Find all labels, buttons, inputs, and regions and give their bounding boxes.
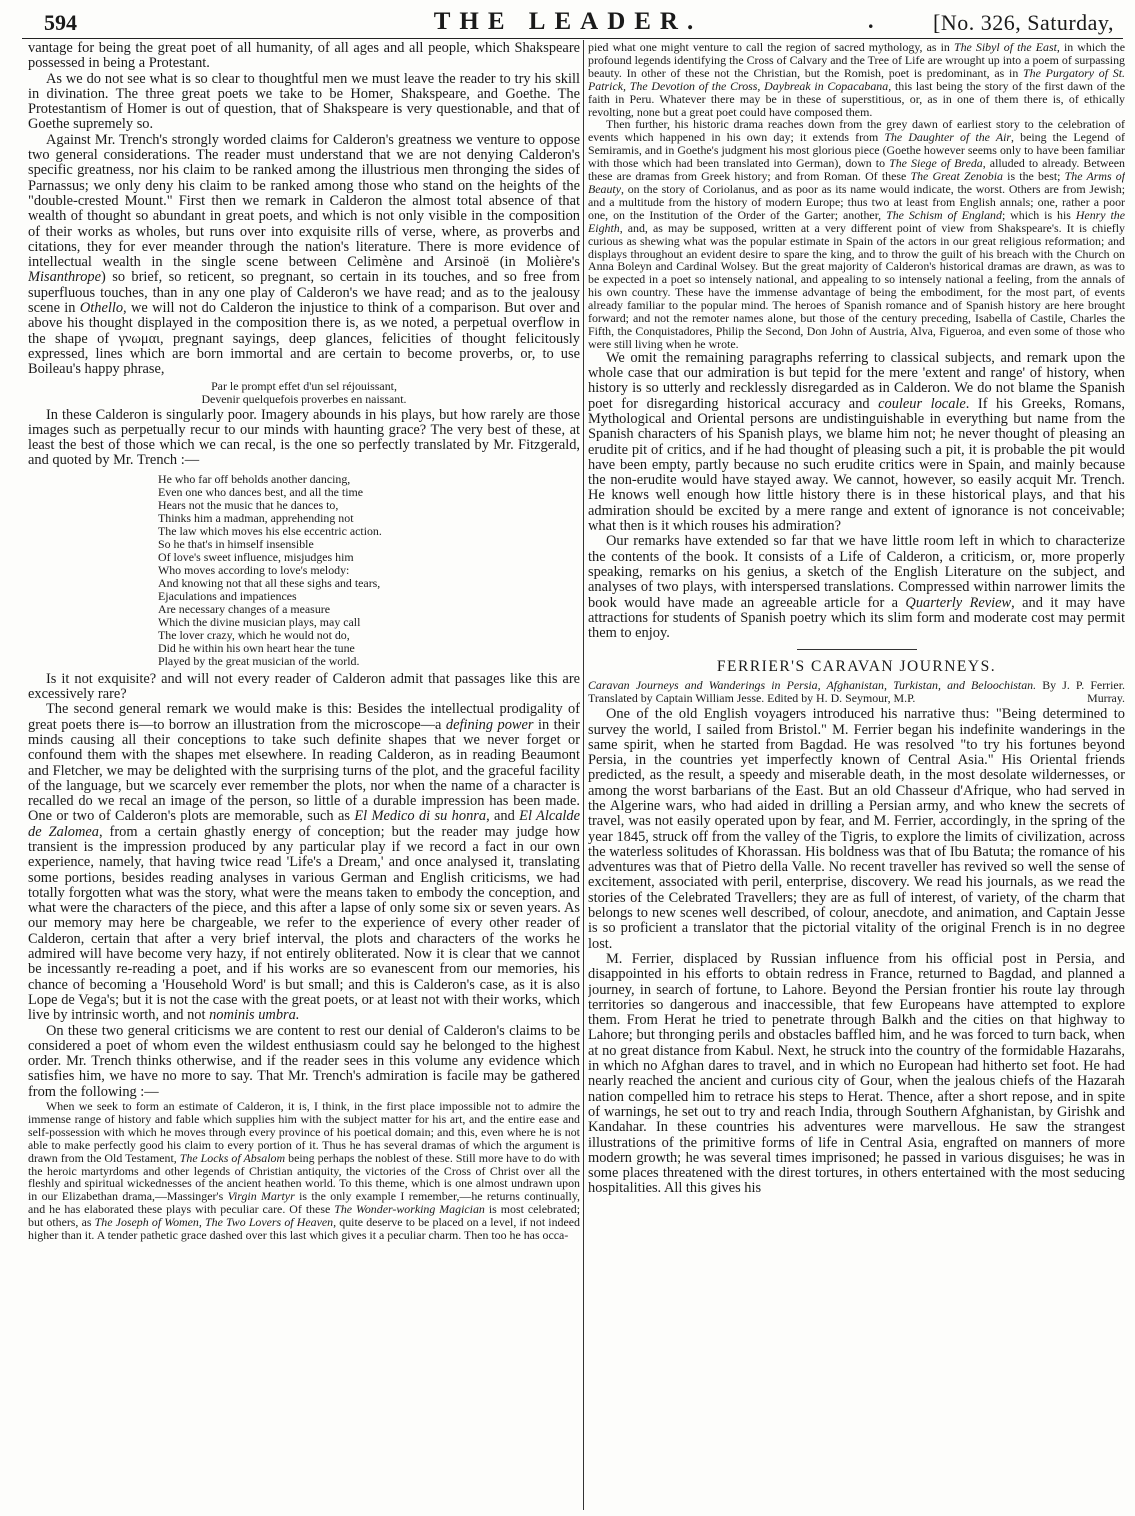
header-rule	[22, 38, 1123, 39]
paragraph: On these two general criticisms we are content to rest our denial of Calderon's claims to be considered a poet of whom even the wildest enthusiasm could say he belonged to the highest order. Mr. Trench thinks otherwise, and if the reader sees in this volume any evidence which satisfies him, we have no more to say. That Mr. Trench's admiration is facile may be gathered from the following :—	[28, 1022, 580, 1100]
issue-label: [No. 326, Saturday,	[933, 10, 1114, 35]
poem-line: Are necessary changes of a measure	[158, 601, 330, 616]
poem-quote	[158, 473, 580, 668]
paragraph: We omit the remaining paragraphs referring to classical subjects, and remark upon the whole case that our admiration is but tepid for the mere 'extent and range' of history, when history is so utterly and recklessly disregarded as in Calderon. We do not blame the Spanish poet for disregarding historical accuracy and couleur locale. If his Greeks, Romans, Mythological and Oriental persons are undistinguishable in everything but name from the Spanish characters of his Spanish plays, we blame him not; he never thought of pleasing an erudite pit of critics, and if he had thought of pleasing such a pit, it is probable the pit would have been empty, partly because no such erudite critics were in Spain, and mainly because the non-erudite would have stayed away. We cannot, however, so easily acquit Mr. Trench. He knows well enough how little history there is in these historical plays, and that his admiration should be excited by a mere range and extent of ignorance is not conceivable; what then is it which rouses his admiration?	[588, 349, 1125, 535]
poem-line: Played by the great musician of the world.	[158, 653, 360, 668]
paragraph: vantage for being the great poet of all humanity, of all ages and all people, which Shakspeare possessed in being a Protestant.	[28, 41, 580, 72]
paragraph: M. Ferrier, displaced by Russian influence from his official post in Persia, and disappointed in his efforts to obtain redress in France, returned to Bagdad, and planned a journey, in search of fortune, to Lahore. Beyond the Persian frontier his route lay through territories so dangerous and inaccessible, that few Europeans have attempted to explore them. From Herat he tried to penetrate through Balkh and the cities on that highway to Lahore; but thronging perils and obstacles baffled him, and he was forced to turn back, when at no great distance from Kabul. Next, he struck into the country of the formidable Hazarahs, in which no Afghan dares to travel, and in which no European had hitherto set foot. He had nearly reached the ancient and curious city of Gour, when the jealous chiefs of the Hazarah nation compelled him to retrace his steps to Herat. Thence, after a short repose, and in spite of warnings, he set out to try and reach India, through Southern Afghanistan, by Girishk and Kandahar. In these countries his adventures were marvellous. He saw the strangest illustrations of the primitive forms of life in Central Asia, engrafted on manners of more modern growth; he was several times imprisoned; he passed in various disguises; he was in some places threatened with the direst tortures, in others entertained with the most seducing hospitalities. All this gives his	[588, 950, 1125, 1197]
quoted-extract: pied what one might venture to call the region of sacred mythology, as in The Sibyl of the East, in which the profound legends identifying the Cross of Calvary and the Tree of Life are wrought up into a poem of surpassing beauty. In other of these not the Christian, but the Romish, poet is predominant, as in The Purgatory of St. Patrick, The Devotion of the Cross, Daybreak in Copacabana, this last being the story of the first dawn of the faith in Peru. Whatever there may be in these of superstitious, or, as in one of them there is, of ethically revolting, none but a great poet could have composed them.	[588, 41, 1125, 119]
publisher: Murray.	[1087, 691, 1125, 706]
review-title: FERRIER'S CARAVAN JOURNEYS.	[716, 658, 997, 676]
poem-line: Ejaculations and impatiences	[158, 588, 297, 603]
poem-line: So he that's in himself insensible	[158, 536, 314, 551]
left-column	[28, 41, 580, 1511]
poem-line: Which the divine musician plays, may call	[158, 614, 361, 629]
paragraph: In these Calderon is singularly poor. Imagery abounds in his plays, but how rarely are those images such as perpetually recur to our minds with haunting grace? The very best of these, at least the best of those which we can recal, is the one so perfectly translated by Mr. Fitzgerald, and quoted by Mr. Trench :—	[28, 406, 580, 469]
masthead	[18, 4, 1118, 38]
poem-line: He who far off beholds another dancing,	[158, 471, 351, 486]
poem-line: Of love's sweet influence, misjudges him	[158, 549, 354, 564]
paragraph: Against Mr. Trench's strongly worded claims for Calderon's greatness we venture to oppose two general considerations. The reader must understand that we are not denying Calderon's specific greatness, nor his claim to be ranked among the illustrious men thronging the sides of Parnassus; we only deny his claim to be ranked among those who stand on the heights of the "double-crested Mount." First then we remark in Calderon the almost total absence of that wealth of thought so abundant in great poets, and which is not only visible in the composition of their works as wholes, but runs over into exquisite rills of verse, where, as proverbs and citations, they for ever meander through the nation's literature. There is more evidence of intellectual wealth in the single scene between Celimène and Arsinoë (in Molière's Misanthrope) so brief, so reticent, so pregnant, so certain in its touches, and so free from superfluous touches, than in any one play of Calderon's we have read; and as to the jealousy scene in Othello, we will not do Calderon the injustice to think of a comparison. But over and above his thought displayed in the composition there is, as we noted, a perpetual overflow in the shape of γνωμαι, pregnant sayings, deep glances, felicities of thought felicitously expressed, lines which are born immortal and are certain to become proverbs, or, to use Boileau's happy phrase,	[28, 131, 580, 378]
paragraph: The second general remark we would make is this: Besides the intellectual prodigality of great poets there is—to borrow an illustration from the microscope—a defining power in their minds causing all their conceptions to take such definite shapes that we never forget or confound them with the shapes met elsewhere. In reading Calderon, as in reading Beaumont and Fletcher, we may be delighted with the surprising turns of the plot, and the graceful facility of the language, but we scarcely ever remember the plots, nor when the name of a character is recalled do we recal an image of the person, so little of a durable impression has been made. One or two of Calderon's plots are memorable, such as El Medico di su honra, and El Alcalde de Zalomea, from a certain ghastly energy of conception; but the reader may judge how transient is the impression produced by any particular play if we record a fact in our own experience, namely, that having twice read 'Life's a Dream,' and once analysed it, translating some portions, besides reading analyses in various German and English criticisms, we had totally forgotten what was the story, what were the means taken to embody the conception, and what were the characters of the piece, and this after a lapse of only some six or seven years. As our memory may here be chargeable, we refer to the experience of every other reader of Calderon, certain that after a very brief interval, the plots and characters of the works he admired will have become very hazy, if not entirely obliterated. Now it is clear that we cannot be incessantly re-reading a poet, and if his works are so evanescent from our memories, his chance of becoming a 'Household Word' is but small; and this is Calderon's case, as it is also Lope de Vega's; but it is not the case with the great poets, or at least not with their works, which live by intrinsic worth, and not nominis umbra.	[28, 701, 580, 1024]
newspaper-title: THE LEADER.	[433, 8, 703, 35]
poem-line: The lover crazy, which he would not do,	[158, 627, 350, 642]
paragraph: As we do not see what is so clear to thoughtful men we must leave the reader to try his skill in divination. The three great poets we take to be Homer, Shakspeare, and Goethe. The Protestantism of Homer is out of question, that of Shakspeare is very questionable, and that of Goethe supremely so.	[28, 70, 580, 133]
paragraph: Is it not exquisite? and will not every reader of Calderon admit that passages like this are excessively rare?	[28, 670, 580, 703]
paragraph: One of the old English voyagers introduced his narrative thus: "Being determined to survey the world, I sailed from Bristol." M. Ferrier began his indefinite wanderings in the same spirit, when he started from Bagdad. He was resolved "to try his fortunes beyond Persia, in the countries yet imperfectly known of Central Asia." His Oriental friends predicted, as the result, a speedy and miserable death, in the most desolate wildernesses, or among the worst barbarians of the East. But an old Chasseur d'Afrique, who had served in the Algerine wars, who had aided in drilling a Persian army, and who knew the secrets of travel, was not easily operated upon by fear, and M. Ferrier, accordingly, in the spring of the year 1845, struck off from the valley of the Tigris, to explore the limits of civilization, across the waterless solitudes of Khorassan. His boldness was that of Ibu Batuta; the romance of his adventures was that of Pietro della Valle. No recent traveller has revived so well the sense of excitement, associated with peril, enterprise, discovery. We read his journals, as we read the stories of the Celebrated Travellers; they are as full of interest, of variety, of the charm that belongs to new scenes well described, of colour, anecdote, and animation, and Captain Jesse is so proficient a translator that the pictorial vitality of the original French is in no degree lost.	[588, 706, 1125, 952]
poem-line: Who moves according to love's melody:	[158, 562, 350, 577]
right-column	[588, 41, 1125, 1511]
quoted-extract: When we seek to form an estimate of Calderon, it is, I think, in the first place impossible not to admire the immense range of history and fable which supplies him with the subject matter for his art, and the entire ease and self-possession with which he moves through every province of his poetical domain; and this, even where he is not able to make perfectly good his claim to every portion of it. Thus he has several dramas of which the argument is drawn from the Old Testament, The Locks of Absalom being perhaps the noblest of these. Still more have to do with the heroic martyrdoms and other legends of Christian antiquity, the victories of the Cross of Christ over all the fleshly and spiritual wickednesses of the ancient heathen world. To this theme, which is one almost undrawn upon in our Elizabethan drama,—Massinger's Virgin Martyr is the only example I remember,—he returns continually, and he has elaborated these plays with peculiar care. Of these The Wonder-working Magician is most celebrated; but others, as The Joseph of Women, The Two Lovers of Heaven, quite deserve to be placed on a level, if not indeed higher than it. A tender pathetic grace dashed over this last which gives it a peculiar charm. Then too he has occa-	[28, 1099, 580, 1243]
poem-line: And knowing not that all these sighs and tears,	[158, 575, 381, 590]
quoted-extract: Then further, his historic drama reaches down from the grey dawn of earliest story to the celebration of events which happened in his own day; it extends from The Daughter of the Air, being the Legend of Semiramis, and in Goethe's judgment his most glorious piece (Goethe however seems only to have been familiar with those which had been translated into German), down to The Siege of Breda, alluded to already. Between these are dramas from Greek history; and from Roman. Of these The Great Zenobia is the best; The Arms of Beauty, on the story of Coriolanus, and as poor as its name would indicate, the worst. Others are from Jewish; and a multitude from the history of modern Europe; thus two at least from English annals; one, rather a poor one, on the Institution of the Order of the Garter; another, The Schism of England; which is his Henry the Eighth, and, as may be supposed, written at a very different point of view from Shakspeare's. It is chiefly curious as shewing what was the popular estimate in Spain of the actors in our great religious reformation; and displays throughout an evident desire to spare the king, and to throw the guilt of his breach with the Church on Anna Boleyn and Cardinal Wolsey. But the great majority of Calderon's historical dramas are drawn, as was to be expected in a poet so intensely national, and appealing to so intensely national a feeling, from the annals of his own country. These have the immense advantage of being the embodiment, for the most part, of events already familiar to the popular mind. The heroes of Spanish romance and of Spanish history are here brought forward; and not the remoter names alone, but those of the century preceding, Isabella of Castile, Charles the Fifth, the Conquistadores, Philip the Second, Don John of Austria, Alva, Figueroa, and even some of those who were still living when he wrote.	[588, 117, 1125, 351]
poem-line: Hears not the music that he dances to,	[158, 497, 339, 512]
poem-line: Thinks him a madman, apprehending not	[158, 510, 354, 525]
french-quote: Par le prompt effet d'un sel réjouissant, Devenir quelquefois proverbes en naissant.	[201, 378, 407, 406]
poem-line: The law which moves his else eccentric action.	[158, 523, 382, 538]
page-number: 594	[44, 10, 77, 35]
section-rule	[797, 649, 917, 650]
column-divider	[583, 40, 584, 1510]
poem-line: Even one who dances best, and all the time	[158, 484, 364, 499]
masthead-dot: .	[868, 8, 874, 33]
bibliographic-entry: Caravan Journeys and Wanderings in Persia, Afghanistan, Turkistan, and Beloochistan. By J. P. Ferrier. Translated by Captain William Jesse. Edited by H. D. Seymour, M.P. Murray.	[588, 678, 1125, 706]
paragraph: Our remarks have extended so far that we have little room left in which to characterize the contents of the book. It consists of a Life of Calderon, a criticism, or, more properly speaking, remarks on his genius, a sketch of the English Literature on the subject, and analyses of two plays, with interspersed translations. Compressed within narrower limits the book would have made an agreeable article for a Quarterly Review, and it may have attractions for students of Spanish poetry which its slim form and moderate cost may permit them to enjoy.	[588, 533, 1125, 642]
poem-line: Did he within his own heart hear the tune	[158, 640, 355, 655]
